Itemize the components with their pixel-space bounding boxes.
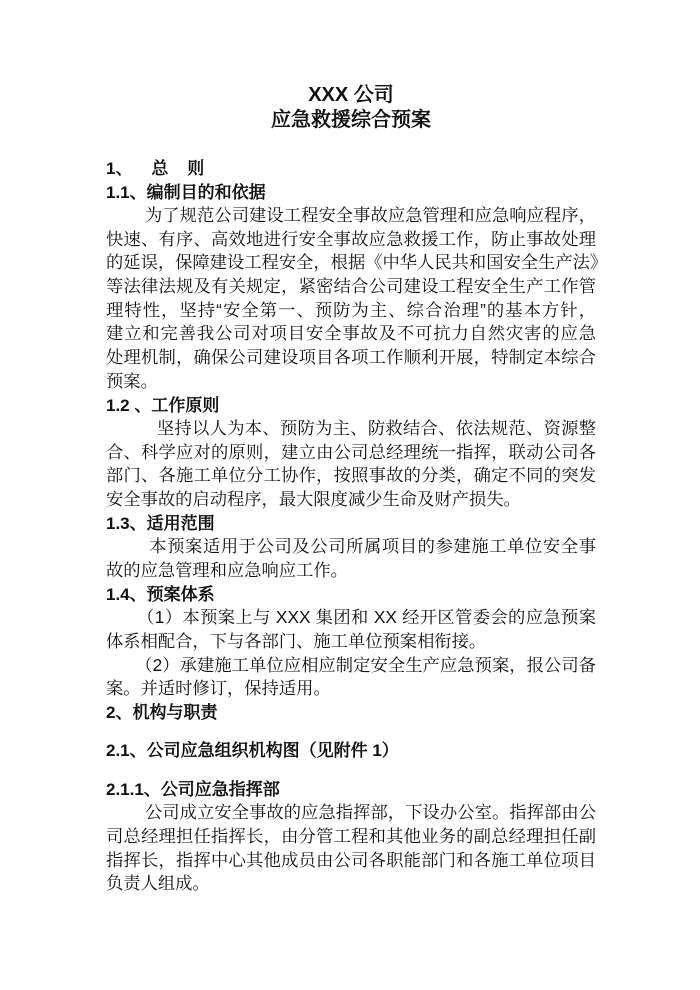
section-heading: 1.2 、工作原则 — [106, 395, 220, 415]
paragraph-line: 体系相配合，下与各部门、施工单位预案相衔接。 — [106, 630, 487, 651]
paragraph-line: 的延误，保障建设工程安全，根据《中华人民共和国安全生产法》 — [106, 252, 608, 273]
section-heading: 1.3、适用范围 — [106, 513, 215, 533]
section-heading: 1.1、编制目的和依据 — [106, 182, 266, 202]
paragraph-line: 等法律法规及有关规定，紧密结合公司建设工程安全生产工作管 — [106, 276, 596, 297]
paragraph-line: 部门、各施工单位分工协作，按照事故的分类，确定不同的突发 — [106, 465, 596, 486]
paragraph-line: 公司成立安全事故的应急指挥部，下设办公室。指挥部由公 — [106, 802, 596, 823]
paragraph-line: 故的应急管理和应急响应工作。 — [106, 559, 348, 580]
paragraph-line: 安全事故的启动程序，最大限度减少生命及财产损失。 — [106, 489, 521, 510]
section-heading: 1、 总 则 — [106, 159, 205, 178]
paragraph — [106, 535, 596, 582]
paragraph-line: （1）本预案上与 XXX 集团和 XX 经开区管委会的应急预案 — [106, 607, 596, 628]
paragraph-line: 司总经理担任指挥长，由分管工程和其他业务的副总经理担任副 — [106, 826, 596, 847]
paragraph-line: 快速、有序、高效地进行安全事故应急救援工作，防止事故处理 — [106, 228, 596, 249]
paragraph-line: 指挥长，指挥中心其他成员由公司各职能部门和各施工单位项目 — [106, 849, 596, 870]
section-heading: 2.1、公司应急组织机构图（见附件 1） — [106, 741, 399, 761]
document-body — [106, 157, 608, 896]
paragraph-line: 本预案适用于公司及公司所属项目的参建施工单位安全事 — [106, 536, 596, 557]
paragraph-line: 合、科学应对的原则，建立由公司总经理统一指挥，联动公司各 — [106, 441, 596, 462]
document-title-company: XXX 公司 — [308, 84, 394, 106]
document-title-plan: 应急救援综合预案 — [271, 109, 431, 131]
paragraph-line: 预案。 — [106, 370, 158, 391]
paragraph-line: 理特性，坚持“安全第一、预防为主、综合治理”的基本方针， — [106, 299, 596, 320]
paragraph-line: 处理机制，确保公司建设项目各项工作顺利开展，特制定本综合 — [106, 347, 596, 368]
paragraph-line: 负责人组成。 — [106, 873, 210, 894]
paragraph-line: 案。并适时修订，保持适用。 — [106, 678, 331, 699]
paragraph-line: （2）承建施工单位应相应制定安全生产应急预案，报公司备 — [106, 654, 596, 675]
paragraph-line: 建立和完善我公司对项目安全事故及不可抗力自然灾害的应急 — [106, 323, 596, 344]
document-page — [106, 0, 608, 896]
paragraph — [106, 801, 596, 896]
section-heading: 2.1.1、公司应急指挥部 — [106, 779, 280, 799]
paragraph — [106, 204, 608, 394]
paragraph — [106, 417, 596, 512]
section-heading: 1.4、预案体系 — [106, 584, 215, 604]
section-heading: 2、机构与职责 — [106, 702, 218, 722]
paragraph-line: 为了规范公司建设工程安全事故应急管理和应急响应程序， — [106, 205, 596, 225]
paragraph-line: 坚持以人为本、预防为主、防救结合、依法规范、资源整 — [106, 418, 596, 438]
paragraph — [106, 606, 596, 653]
paragraph — [106, 654, 596, 701]
